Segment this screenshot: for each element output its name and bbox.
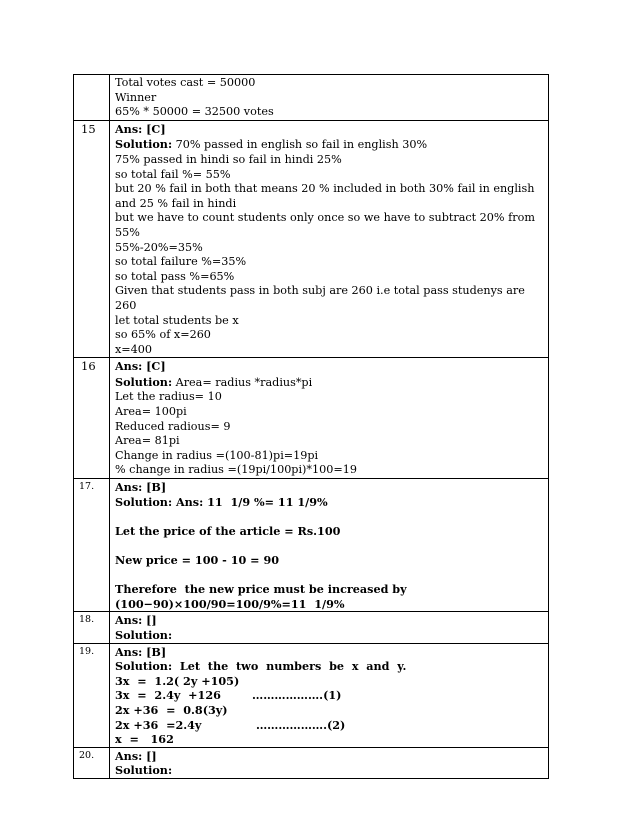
solution-line — [115, 375, 545, 391]
question-row — [74, 479, 549, 612]
line-text: Area= 81pi — [115, 434, 180, 448]
solution-line — [115, 420, 545, 435]
answer-label: Ans: [C] — [115, 121, 166, 136]
solution-cell — [110, 643, 549, 747]
line-text: so total failure %=35% — [115, 255, 247, 269]
solution-cell — [110, 479, 549, 612]
solution-cell — [110, 120, 549, 358]
answer-label: Ans: [] — [115, 748, 157, 763]
line-text: so total pass %=65% — [115, 269, 235, 283]
solution-line — [115, 538, 545, 553]
line-text: 2x +36 =2.4y ……………….(2) — [115, 717, 346, 732]
line-text: % change in radius =(19pi/100pi)*100=19 — [115, 463, 357, 477]
solution-line — [115, 674, 545, 689]
line-text: Let the price of the article = Rs.100 — [115, 523, 341, 538]
solution-line — [115, 168, 545, 183]
solution-line — [115, 314, 545, 329]
solution-line — [115, 137, 545, 153]
line-text: Reduced radious= 9 — [115, 419, 231, 433]
question-row — [74, 747, 549, 778]
answer-label: Ans: [] — [115, 613, 157, 628]
solution-line — [115, 553, 545, 568]
solution-line — [115, 597, 545, 612]
line-text: Given that students pass in both subj are 260 i.e total pass studenys are 260 — [115, 284, 529, 312]
solution-line — [115, 241, 545, 256]
answer-label: Solution: — [115, 627, 173, 642]
question-number: 17. — [74, 479, 110, 612]
line-text: so total fail %= 55% — [115, 167, 231, 181]
line-text: Let the two numbers be x and y. — [172, 659, 407, 674]
line-text: 3x = 1.2( 2y +105) — [115, 673, 240, 688]
line-text: 65% * 50000 = 32500 votes — [115, 105, 274, 119]
solution-line — [115, 703, 545, 718]
question-number: 16 — [74, 358, 110, 479]
line-text: 55%-20%=35% — [115, 240, 203, 254]
solution-line — [115, 211, 545, 240]
solution-line — [115, 509, 545, 524]
solution-line — [115, 628, 545, 643]
solution-line — [115, 270, 545, 285]
answer-label: Ans: [B] — [115, 480, 167, 495]
line-text: Area= radius *radius*pi — [172, 375, 313, 389]
solutions-table-body — [74, 75, 549, 779]
solution-line — [115, 284, 545, 313]
question-number: 18. — [74, 612, 110, 643]
solution-line — [115, 328, 545, 343]
solution-line — [115, 763, 545, 778]
solution-line — [115, 105, 545, 120]
line-text: Total votes cast = 50000 — [115, 76, 256, 89]
solution-line — [115, 343, 545, 358]
solution-line — [115, 359, 545, 375]
solution-line — [115, 495, 545, 510]
answer-label: Solution: — [115, 374, 173, 389]
solution-cell — [110, 358, 549, 479]
solution-cell — [110, 75, 549, 121]
line-text: 3x = 2.4y +126 ……………….(1) — [115, 688, 342, 703]
line-text: Area= 100pi — [115, 405, 187, 419]
solution-line — [115, 76, 545, 91]
answer-label: Ans: [C] — [115, 359, 166, 374]
solution-line — [115, 749, 545, 764]
line-text: Change in radius =(100-81)pi=19pi — [115, 448, 319, 462]
solution-line — [115, 613, 545, 628]
solution-line — [115, 645, 545, 660]
question-row — [74, 643, 549, 747]
answer-label: Solution: — [115, 494, 173, 509]
solution-line — [115, 718, 545, 733]
question-row — [74, 120, 549, 358]
line-text: but 20 % fail in both that means 20 % included in both 30% fail in english and 25 % fail in hindi — [115, 182, 538, 210]
answer-label: Solution: — [115, 659, 173, 674]
answer-label: Ans: [B] — [115, 644, 167, 659]
answer-label: Solution: — [115, 763, 173, 778]
solution-line — [115, 480, 545, 495]
line-text: Ans: 11 1/9 %= 11 1/9% — [172, 494, 328, 509]
solution-line — [115, 582, 545, 597]
line-text: New price = 100 - 10 = 90 — [115, 553, 280, 567]
line-text: Let the radius= 10 — [115, 390, 222, 404]
answer-label: Solution: — [115, 137, 173, 152]
solution-line — [115, 390, 545, 405]
line-text: 2x +36 = 0.8(3y) — [115, 702, 228, 717]
line-text: but we have to count students only once so we have to subtract 20% from 55% — [115, 211, 539, 239]
solution-line — [115, 405, 545, 420]
solution-line — [115, 434, 545, 449]
solution-line — [115, 524, 545, 539]
solution-line — [115, 732, 545, 747]
solution-line — [115, 153, 545, 168]
solution-line — [115, 463, 545, 478]
line-text: so 65% of x=260 — [115, 328, 211, 342]
line-text: 70% passed in english so fail in english 30% — [172, 138, 428, 152]
solution-cell — [110, 747, 549, 778]
question-number: 20. — [74, 747, 110, 778]
solution-line — [115, 122, 545, 138]
question-row — [74, 75, 549, 121]
solution-line — [115, 688, 545, 703]
solutions-table — [73, 74, 549, 779]
solution-line — [115, 449, 545, 464]
solution-line — [115, 255, 545, 270]
line-text: Therefore the new price must be increased by — [115, 582, 407, 597]
question-row — [74, 358, 549, 479]
solution-line — [115, 568, 545, 583]
solution-cell — [110, 612, 549, 643]
question-row — [74, 612, 549, 643]
solution-line — [115, 91, 545, 106]
line-text: x=400 — [115, 342, 153, 356]
line-text: x = 162 — [115, 732, 174, 747]
question-number: 19. — [74, 643, 110, 747]
line-text: Winner — [115, 90, 157, 104]
line-text: (100−90)×100/90=100/9%=11 1/9% — [115, 596, 345, 611]
solution-line — [115, 659, 545, 674]
line-text: 75% passed in hindi so fail in hindi 25% — [115, 152, 342, 166]
question-number — [74, 75, 110, 121]
solution-line — [115, 182, 545, 211]
question-number: 15 — [74, 120, 110, 358]
line-text: let total students be x — [115, 313, 239, 327]
